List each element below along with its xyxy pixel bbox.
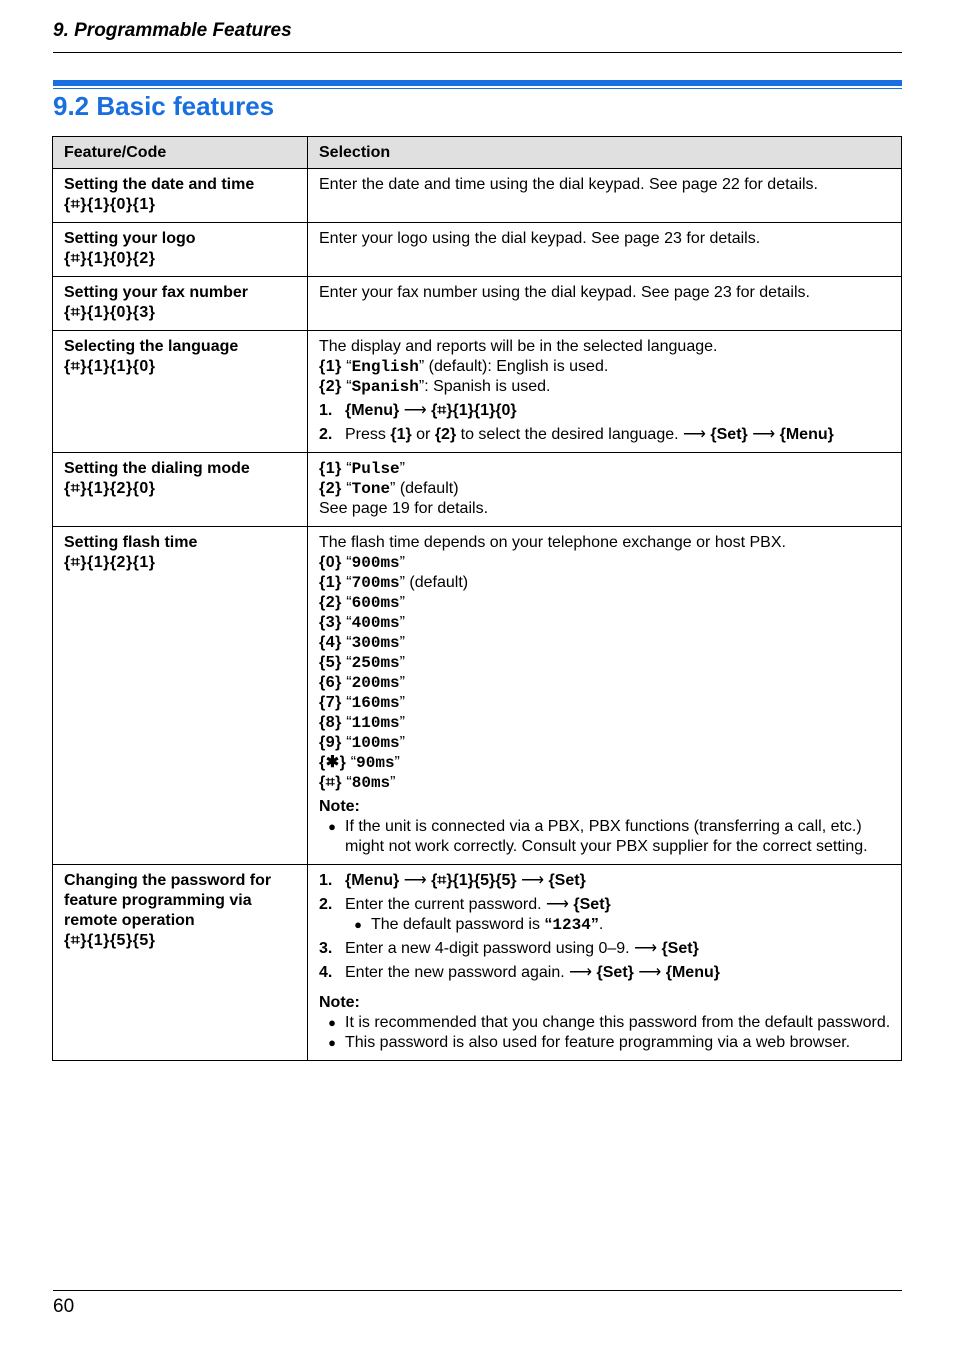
option-key: {4} bbox=[319, 634, 342, 651]
header-rule bbox=[53, 52, 902, 53]
key-sequence: {⌗}{1}{1}{0} bbox=[431, 402, 517, 419]
column-header-selection: Selection bbox=[308, 137, 902, 169]
option-line: {2} “Tone” (default) bbox=[319, 480, 459, 498]
option-value: 80ms bbox=[351, 774, 391, 792]
option-value: 200ms bbox=[351, 674, 400, 692]
feature-cell bbox=[53, 527, 308, 865]
bullet-icon: ● bbox=[328, 1015, 336, 1030]
step-text-part: Press bbox=[345, 426, 391, 443]
feature-cell bbox=[53, 331, 308, 453]
option-line: {1} “Pulse” bbox=[319, 460, 405, 478]
title-bar-thin bbox=[53, 88, 902, 89]
selection-cell bbox=[308, 453, 902, 527]
bullet-icon: ● bbox=[328, 819, 336, 834]
selection-cell bbox=[308, 169, 902, 223]
step-text-part: Enter a new 4-digit password using 0–9. bbox=[345, 940, 630, 957]
selection-intro: The display and reports will be in the selected language. bbox=[319, 338, 718, 355]
table-row bbox=[53, 223, 902, 277]
step-number: 1. bbox=[319, 402, 333, 419]
features-table bbox=[52, 136, 902, 1061]
step bbox=[319, 939, 891, 959]
note-label: Note: bbox=[319, 798, 360, 815]
key-1: {1} bbox=[390, 426, 412, 443]
option-value: English bbox=[351, 358, 419, 376]
option-line: {5} “250ms” bbox=[319, 654, 405, 672]
step bbox=[319, 895, 891, 915]
key-set: {Set} bbox=[661, 940, 699, 957]
selection-cell bbox=[308, 865, 902, 1061]
option-key: {7} bbox=[319, 694, 342, 711]
table-row bbox=[53, 527, 902, 865]
option-key: {2} bbox=[319, 378, 342, 395]
option-line: {1} “700ms” (default) bbox=[319, 574, 469, 592]
feature-code: {⌗}{1}{2}{0} bbox=[64, 480, 156, 497]
option-key: {3} bbox=[319, 614, 342, 631]
option-key: {✱} bbox=[319, 754, 347, 771]
table-header-row bbox=[53, 137, 902, 169]
step-number: 2. bbox=[319, 426, 333, 443]
option-line: {8} “110ms” bbox=[319, 714, 405, 732]
feature-name: Setting the date and time bbox=[64, 176, 255, 193]
feature-code: {⌗}{1}{0}{2} bbox=[64, 250, 156, 267]
option-key: {2} bbox=[319, 480, 342, 497]
option-value: 900ms bbox=[351, 554, 400, 572]
table-row bbox=[53, 277, 902, 331]
arrow-right-icon: ⟶ bbox=[752, 426, 776, 443]
feature-code: {⌗}{1}{0}{3} bbox=[64, 304, 156, 321]
option-value: 100ms bbox=[351, 734, 400, 752]
note-bullet bbox=[319, 1013, 891, 1033]
step-text-part: Enter the new password again. bbox=[345, 964, 565, 981]
arrow-right-icon: ⟶ bbox=[521, 872, 544, 889]
step bbox=[319, 425, 891, 445]
bullet-icon: ● bbox=[354, 917, 362, 932]
option-value: Tone bbox=[351, 480, 391, 498]
arrow-right-icon: ⟶ bbox=[634, 940, 657, 957]
option-key: {0} bbox=[319, 554, 342, 571]
option-key: {6} bbox=[319, 674, 342, 691]
selection-text: See page 19 for details. bbox=[319, 500, 489, 517]
note-text: It is recommended that you change this password from the default password. bbox=[345, 1014, 891, 1031]
step bbox=[319, 963, 891, 983]
section-title: 9.2 Basic features bbox=[53, 91, 275, 121]
note-bullet bbox=[319, 817, 891, 857]
arrow-right-icon: ⟶ bbox=[403, 402, 427, 419]
option-line: {2} “Spanish”: Spanish is used. bbox=[319, 378, 551, 396]
option-value: 600ms bbox=[351, 594, 400, 612]
feature-code: {⌗}{1}{0}{1} bbox=[64, 196, 156, 213]
table-row bbox=[53, 865, 902, 1061]
selection-cell bbox=[308, 331, 902, 453]
option-value: 160ms bbox=[351, 694, 400, 712]
feature-cell bbox=[53, 453, 308, 527]
option-value: Spanish bbox=[351, 378, 419, 396]
selection-text: Enter the date and time using the dial keypad. See page 22 for details. bbox=[319, 176, 818, 193]
feature-cell bbox=[53, 277, 308, 331]
table-row bbox=[53, 331, 902, 453]
option-key: {8} bbox=[319, 714, 342, 731]
option-line: {2} “600ms” bbox=[319, 594, 405, 612]
arrow-right-icon: ⟶ bbox=[403, 872, 427, 889]
option-line: {⌗} “80ms” bbox=[319, 774, 396, 792]
step-number: 1. bbox=[319, 872, 333, 889]
option-value: 250ms bbox=[351, 654, 400, 672]
key-menu: {Menu} bbox=[345, 402, 400, 419]
title-bar bbox=[53, 80, 902, 86]
step-number: 4. bbox=[319, 964, 333, 981]
feature-cell bbox=[53, 169, 308, 223]
key-set: {Set} bbox=[596, 964, 634, 981]
option-key: {9} bbox=[319, 734, 342, 751]
feature-name: Setting your fax number bbox=[64, 284, 249, 301]
step-text-part: Enter the current password. bbox=[345, 896, 542, 913]
step-sub-bullet: ● The default password is “1234”. bbox=[345, 915, 891, 935]
feature-code: {⌗}{1}{1}{0} bbox=[64, 358, 156, 375]
key-menu: {Menu} bbox=[345, 872, 400, 889]
option-line: {3} “400ms” bbox=[319, 614, 405, 632]
note-label: Note: bbox=[319, 994, 360, 1011]
key-set: {Set} bbox=[548, 872, 586, 889]
selection-intro: The flash time depends on your telephone exchange or host PBX. bbox=[319, 534, 786, 551]
table-row bbox=[53, 453, 902, 527]
arrow-right-icon: ⟶ bbox=[683, 426, 706, 443]
key-menu: {Menu} bbox=[665, 964, 720, 981]
step-number: 2. bbox=[319, 896, 333, 913]
feature-code: {⌗}{1}{5}{5} bbox=[64, 932, 156, 949]
footer-rule bbox=[53, 1290, 902, 1291]
option-line: {0} “900ms” bbox=[319, 554, 405, 572]
arrow-right-icon: ⟶ bbox=[546, 896, 569, 913]
feature-name: Setting flash time bbox=[64, 534, 198, 551]
page-number: 60 bbox=[53, 1296, 75, 1317]
column-header-feature: Feature/Code bbox=[53, 137, 308, 169]
key-set: {Set} bbox=[573, 896, 611, 913]
sub-bullet-text: . bbox=[598, 916, 604, 933]
table-row bbox=[53, 169, 902, 223]
note-bullet bbox=[319, 1033, 891, 1053]
key-sequence: {⌗}{1}{5}{5} bbox=[431, 872, 517, 889]
selection-text: Enter your fax number using the dial keypad. See page 23 for details. bbox=[319, 284, 810, 301]
selection-cell bbox=[308, 223, 902, 277]
key-set: {Set} bbox=[710, 426, 748, 443]
feature-name: Setting the dialing mode bbox=[64, 460, 250, 477]
arrow-right-icon: ⟶ bbox=[569, 964, 593, 981]
option-value: Pulse bbox=[351, 460, 400, 478]
key-menu: {Menu} bbox=[779, 426, 834, 443]
feature-code: {⌗}{1}{2}{1} bbox=[64, 554, 156, 571]
key-2: {2} bbox=[434, 426, 457, 443]
option-value: 90ms bbox=[356, 754, 395, 772]
feature-name: Setting your logo bbox=[64, 230, 196, 247]
sub-bullet-text: The default password is bbox=[371, 916, 545, 933]
option-value: 700ms bbox=[351, 574, 400, 592]
option-line: {1} “English” (default): English is used. bbox=[319, 358, 609, 376]
option-line: {7} “160ms” bbox=[319, 694, 405, 712]
option-desc: (default): English is used. bbox=[424, 358, 609, 375]
feature-cell bbox=[53, 865, 308, 1061]
option-value: 300ms bbox=[351, 634, 400, 652]
selection-text: Enter your logo using the dial keypad. See page 23 for details. bbox=[319, 230, 761, 247]
option-desc: (default) bbox=[404, 574, 469, 591]
option-key: {1} bbox=[319, 460, 342, 477]
option-key: {2} bbox=[319, 594, 342, 611]
note-text: This password is also used for feature programming via a web browser. bbox=[345, 1034, 851, 1051]
selection-cell bbox=[308, 277, 902, 331]
feature-name: Selecting the language bbox=[64, 338, 239, 355]
step bbox=[319, 871, 891, 891]
selection-cell bbox=[308, 527, 902, 865]
option-line: {9} “100ms” bbox=[319, 734, 405, 752]
step-number: 3. bbox=[319, 940, 333, 957]
feature-name: Changing the password for feature programming via remote operation bbox=[64, 872, 272, 929]
option-key: {5} bbox=[319, 654, 342, 671]
running-head: 9. Programmable Features bbox=[53, 20, 292, 41]
option-key: {1} bbox=[319, 358, 342, 375]
option-desc: (default) bbox=[395, 480, 459, 497]
option-value: 110ms bbox=[351, 714, 400, 732]
option-key: {1} bbox=[319, 574, 342, 591]
note-text: If the unit is connected via a PBX, PBX functions (transferring a call, etc.) might not work correctly. Consult your PBX supplier for the correct setting. bbox=[345, 818, 868, 855]
step-text-part: or bbox=[411, 426, 435, 443]
option-desc: : Spanish is used. bbox=[424, 378, 551, 395]
default-password: 1234 bbox=[552, 916, 591, 934]
option-line: {✱} “90ms” bbox=[319, 754, 400, 772]
option-line: {4} “300ms” bbox=[319, 634, 405, 652]
option-value: 400ms bbox=[351, 614, 400, 632]
step-text-part: to select the desired language. bbox=[456, 426, 679, 443]
arrow-right-icon: ⟶ bbox=[638, 964, 662, 981]
step bbox=[319, 401, 891, 421]
option-line: {6} “200ms” bbox=[319, 674, 405, 692]
option-key: {⌗} bbox=[319, 774, 342, 791]
bullet-icon: ● bbox=[328, 1035, 336, 1050]
feature-cell bbox=[53, 223, 308, 277]
